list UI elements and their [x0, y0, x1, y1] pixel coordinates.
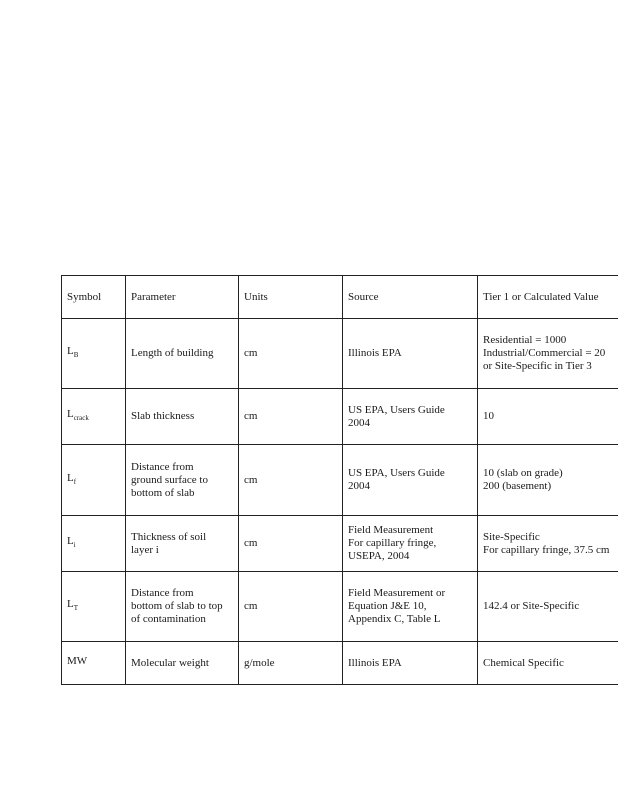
- parameter-cell: Molecular weight: [126, 642, 239, 685]
- value-cell: [478, 516, 618, 572]
- header-units: Units: [239, 276, 343, 319]
- value-text: 10: [483, 410, 494, 422]
- value-cell: [478, 642, 618, 685]
- value-cell: [478, 389, 618, 445]
- symbol-subscript: crack: [73, 414, 89, 422]
- value-text: 10 (slab on grade) 200 (basement): [483, 467, 563, 492]
- value-text: Residential = 1000 Industrial/Commercial = 20 or Site-Specific in Tier 3: [483, 334, 606, 372]
- source-cell: Field Measurement For capillary fringe, USEPA, 2004: [343, 516, 478, 572]
- symbol-subscript: T: [73, 604, 79, 612]
- value-text: Chemical Specific: [483, 656, 564, 669]
- parameter-cell: Thickness of soil layer i: [126, 516, 239, 572]
- table-header-row: [62, 276, 618, 319]
- header-parameter: Parameter: [126, 276, 239, 319]
- symbol-subscript: i: [73, 541, 76, 549]
- table-row: [62, 516, 618, 572]
- value-cell: [478, 572, 618, 642]
- source-cell: US EPA, Users Guide 2004: [343, 389, 478, 445]
- units-cell: cm: [239, 319, 343, 389]
- source-cell: Illinois EPA: [343, 642, 478, 685]
- value-cell: [478, 445, 618, 516]
- parameter-cell: Length of building: [126, 319, 239, 389]
- units-cell: g/mole: [239, 642, 343, 685]
- header-source: Source: [343, 276, 478, 319]
- symbol-main: L: [67, 345, 74, 357]
- source-cell: Field Measurement or Equation J&E 10, Appendix C, Table L: [343, 572, 478, 642]
- table-row: [62, 389, 618, 445]
- symbol-cell: [62, 319, 126, 389]
- symbol-subscript: B: [73, 351, 79, 359]
- symbol-main: L: [67, 471, 74, 484]
- header-value: Tier 1 or Calculated Value: [478, 276, 618, 319]
- value-text: Site-Specific For capillary fringe, 37.5 cm: [483, 530, 610, 556]
- symbol-main: MW: [67, 654, 88, 667]
- units-cell: cm: [239, 389, 343, 445]
- units-cell: cm: [239, 445, 343, 516]
- table-row: [62, 642, 618, 685]
- symbol-cell: [62, 572, 126, 642]
- parameter-table: [61, 275, 618, 685]
- symbol-cell: [62, 445, 126, 516]
- parameter-table-container: [61, 275, 618, 685]
- symbol-subscript: f: [73, 477, 77, 486]
- source-cell: US EPA, Users Guide 2004: [343, 445, 478, 516]
- value-text: 142.4 or Site-Specific: [483, 600, 580, 612]
- symbol-cell: [62, 642, 126, 685]
- symbol-main: L: [67, 408, 74, 420]
- symbol-main: L: [67, 598, 74, 610]
- symbol-cell: [62, 516, 126, 572]
- table-row: [62, 445, 618, 516]
- parameter-cell: Distance from bottom of slab to top of contamination: [126, 572, 239, 642]
- symbol-main: L: [67, 535, 74, 547]
- parameter-cell: Slab thickness: [126, 389, 239, 445]
- table-row: [62, 572, 618, 642]
- source-cell: Illinois EPA: [343, 319, 478, 389]
- table-row: [62, 319, 618, 389]
- units-cell: cm: [239, 516, 343, 572]
- units-cell: cm: [239, 572, 343, 642]
- symbol-cell: [62, 389, 126, 445]
- parameter-cell: Distance from ground surface to bottom of slab: [126, 445, 239, 516]
- header-symbol: Symbol: [62, 276, 126, 319]
- value-cell: [478, 319, 618, 389]
